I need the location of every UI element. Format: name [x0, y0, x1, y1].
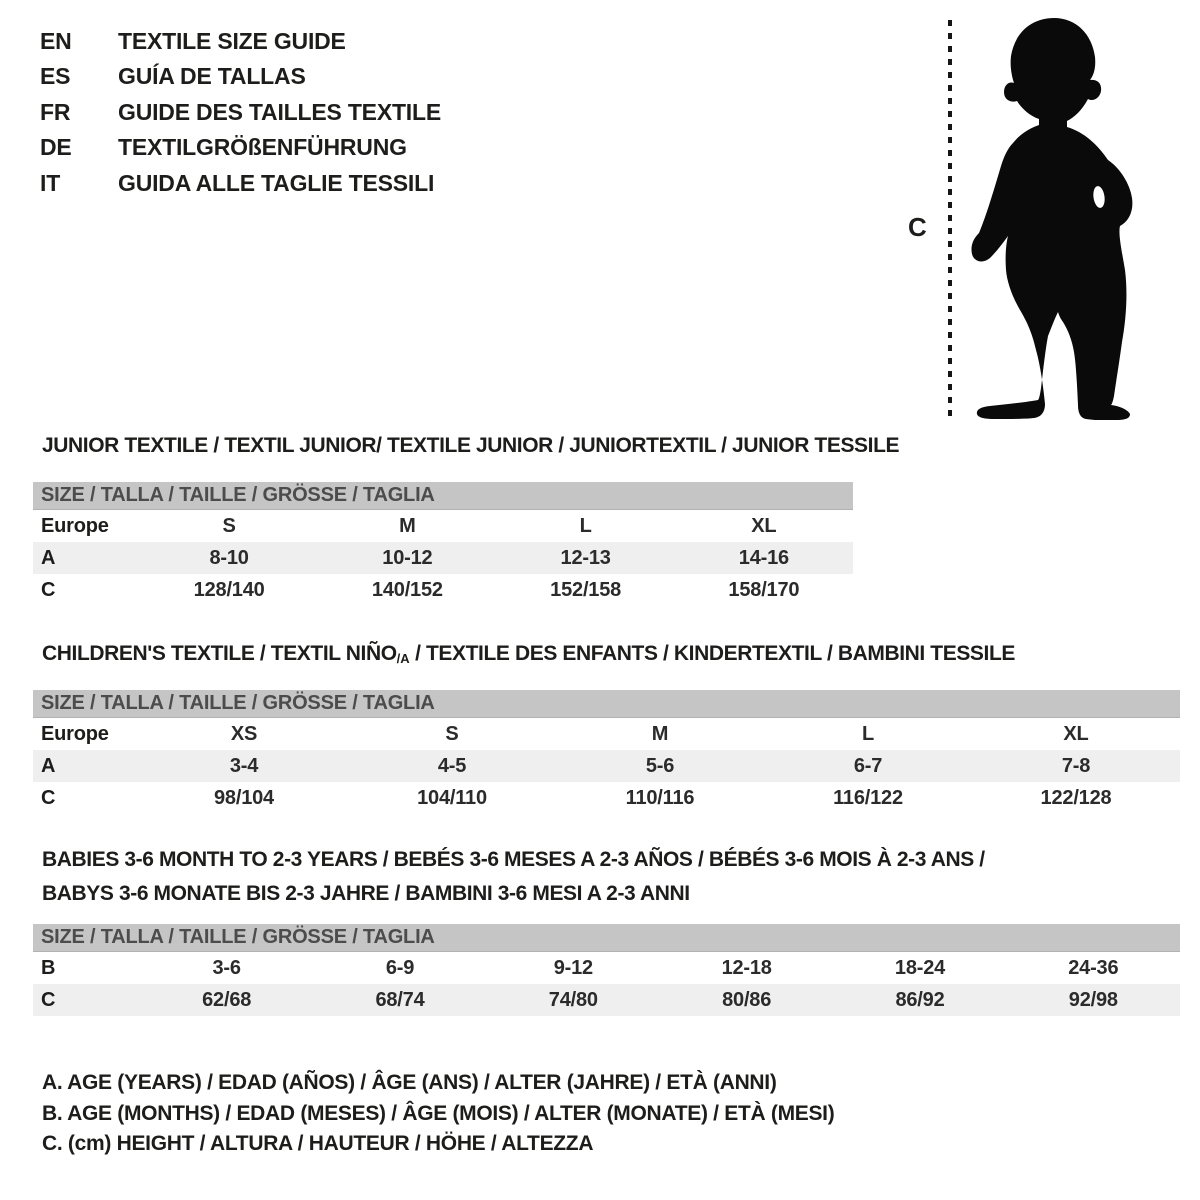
age-months-cell: 18-24 [894, 956, 946, 979]
row-label: C [41, 988, 56, 1011]
age-cell: 6-7 [853, 754, 883, 777]
size-cell: L [579, 514, 592, 537]
region-label: Europe [41, 514, 109, 537]
junior-size-table [33, 482, 853, 606]
height-cell: 116/122 [833, 786, 903, 809]
height-cell: 128/140 [193, 578, 265, 601]
language-row-es [40, 59, 441, 94]
size-cell: M [399, 514, 416, 537]
language-row-it [40, 166, 441, 201]
size-cell: S [222, 514, 236, 537]
footnote-a: A. AGE (YEARS) / EDAD (AÑOS) / ÂGE (ANS) / ALTER (JAHRE) / ETÀ (ANNI) [42, 1071, 777, 1094]
height-measure-dashed-line [948, 20, 952, 416]
age-cell: 8-10 [209, 546, 249, 569]
size-cell: L [861, 722, 875, 745]
age-cell: 5-6 [645, 754, 675, 777]
babies-title-line1: BABIES 3-6 MONTH TO 2-3 YEARS / BEBÉS 3-6 MESES A 2-3 AÑOS / BÉBÉS 3-6 MOIS À 2-3 ANS / [42, 848, 985, 871]
height-cell: 86/92 [895, 988, 945, 1011]
babies-title-line2: BABYS 3-6 MONATE BIS 2-3 JAHRE / BAMBINI 3-6 MESI A 2-3 ANNI [42, 882, 690, 905]
language-code: FR [40, 98, 71, 125]
age-cell: 10-12 [382, 546, 433, 569]
guide-title-de: TEXTILGRÖßENFÜHRUNG [118, 134, 407, 161]
row-label: A [41, 546, 56, 569]
babies-size-table [33, 924, 1180, 1016]
language-row-fr [40, 95, 441, 130]
junior-section-title: JUNIOR TEXTILE / TEXTIL JUNIOR/ TEXTILE JUNIOR / JUNIORTEXTIL / JUNIOR TESSILE [42, 434, 900, 457]
age-cell: 14-16 [738, 546, 789, 569]
height-cell: 122/128 [1040, 786, 1112, 809]
height-cell: 98/104 [214, 786, 274, 809]
junior-age-row [33, 542, 853, 574]
language-title-list [40, 24, 441, 201]
region-label: Europe [41, 722, 109, 745]
row-label: C [41, 578, 56, 601]
language-code: EN [40, 28, 72, 54]
height-cell: 92/98 [1068, 988, 1118, 1011]
children-age-row [33, 750, 1180, 782]
height-cell: 80/86 [722, 988, 772, 1011]
language-row-en [40, 24, 441, 59]
height-cell: 104/110 [417, 786, 487, 809]
children-title-subscript: /A [396, 651, 410, 666]
toddler-silhouette-icon [966, 12, 1138, 420]
footnote-c: C. (cm) HEIGHT / ALTURA / HAUTEUR / HÖHE / ALTEZZA [42, 1132, 594, 1155]
children-size-header-bar: SIZE / TALLA / TAILLE / GRÖSSE / TAGLIA [33, 690, 1180, 718]
children-sizes-row [33, 718, 1180, 750]
age-months-cell: 3-6 [212, 956, 241, 979]
guide-title-en: TEXTILE SIZE GUIDE [118, 28, 346, 54]
age-cell: 3-4 [229, 754, 259, 777]
children-height-row [33, 782, 1180, 814]
height-cell: 74/80 [548, 988, 598, 1011]
language-code: ES [40, 63, 71, 90]
guide-title-es: GUÍA DE TALLAS [118, 63, 306, 90]
size-cell: S [445, 722, 459, 745]
size-cell: XL [1063, 722, 1089, 745]
size-cell: XS [230, 722, 258, 745]
language-code: DE [40, 134, 72, 161]
babies-size-header-bar: SIZE / TALLA / TAILLE / GRÖSSE / TAGLIA [33, 924, 1180, 952]
guide-title-fr: GUIDE DES TAILLES TEXTILE [118, 98, 441, 125]
babies-age-months-row [33, 952, 1180, 984]
age-months-cell: 12-18 [721, 956, 772, 979]
row-label: B [41, 956, 56, 979]
height-cell: 62/68 [202, 988, 252, 1011]
junior-sizes-row [33, 510, 853, 542]
age-cell: 4-5 [437, 754, 467, 777]
height-cell: 140/152 [371, 578, 443, 601]
age-cell: 7-8 [1061, 754, 1091, 777]
age-months-cell: 24-36 [1068, 956, 1119, 979]
children-title-part2: / TEXTILE DES ENFANTS / KINDERTEXTIL / BAMBINI TESSILE [409, 642, 1016, 665]
age-months-cell: 6-9 [385, 956, 415, 979]
height-cell: 158/170 [728, 578, 800, 601]
legend-footnotes [42, 1068, 834, 1160]
age-cell: 12-13 [560, 546, 611, 569]
babies-section-title [42, 843, 985, 911]
guide-title-it: GUIDA ALLE TAGLIE TESSILI [118, 169, 435, 196]
height-cell: 152/158 [550, 578, 622, 601]
row-label: C [41, 786, 56, 809]
size-cell: M [651, 722, 669, 745]
junior-height-row [33, 574, 853, 606]
footnote-b: B. AGE (MONTHS) / EDAD (MESES) / ÂGE (MOIS) / ALTER (MONATE) / ETÀ (MESI) [42, 1101, 835, 1125]
language-row-de [40, 130, 441, 165]
age-months-cell: 9-12 [553, 956, 593, 979]
children-size-table [33, 690, 1180, 814]
language-code: IT [40, 169, 61, 196]
babies-height-row [33, 984, 1180, 1016]
children-title-part1: CHILDREN'S TEXTILE / TEXTIL NIÑO [42, 642, 397, 665]
height-measure-label: C [908, 212, 927, 242]
junior-size-header-bar: SIZE / TALLA / TAILLE / GRÖSSE / TAGLIA [33, 482, 853, 510]
height-cell: 68/74 [375, 988, 425, 1011]
height-cell: 110/116 [625, 786, 695, 809]
row-label: A [41, 754, 56, 777]
children-section-title [42, 642, 1015, 666]
size-cell: XL [751, 514, 777, 537]
